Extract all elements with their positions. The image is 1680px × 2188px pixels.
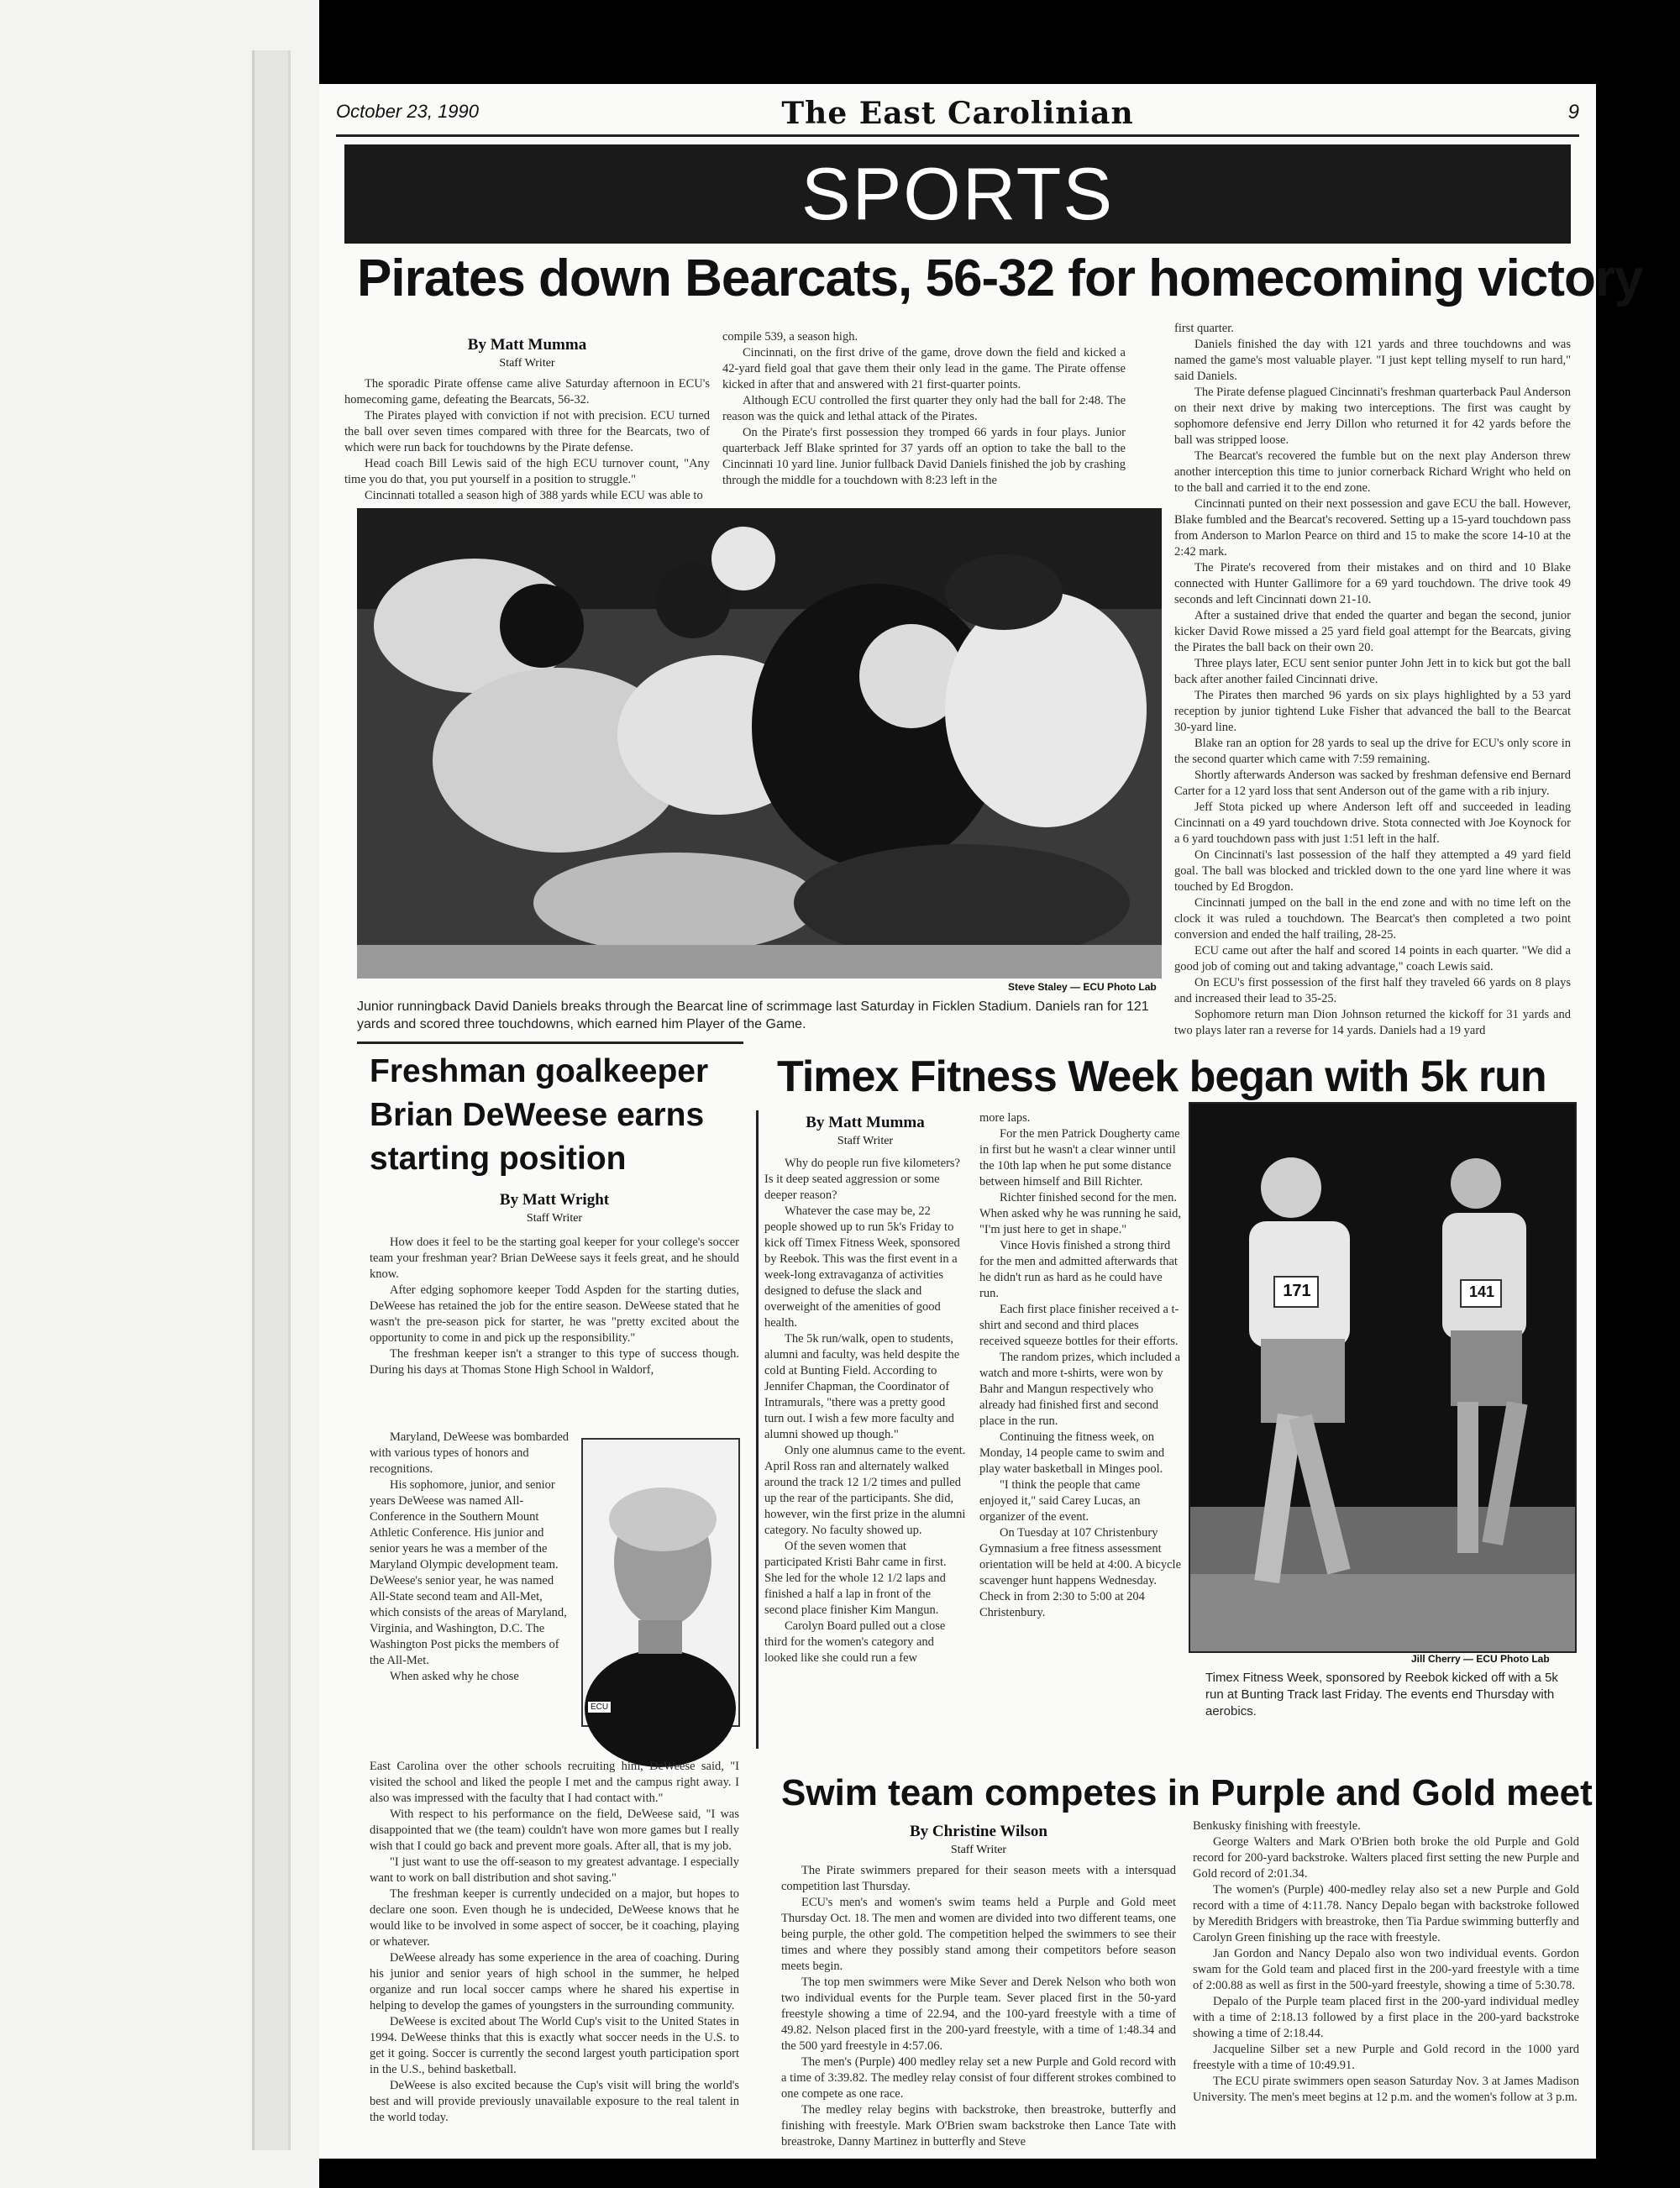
paragraph: compile 539, a season high. bbox=[722, 330, 858, 344]
page-number: 9 bbox=[1567, 101, 1579, 123]
paragraph: Sophomore return man Dion Johnson returned the kickoff for 31 yards and two plays later ran a reverse for 14 yards. Daniels had a 19 yard bbox=[1174, 1008, 1571, 1037]
paragraph: On ECU's first possession of the first half they traveled 66 yards on 8 plays and increased their lead to 35-25. bbox=[1174, 976, 1571, 1005]
lead-column-3 bbox=[1174, 321, 1571, 1171]
paragraph: The Pirates then marched 96 yards on six plays highlighted by a 53 yard reception by junior tightend Luke Fisher that advanced the ball to the Bearcat 30-yard line. bbox=[1174, 689, 1571, 734]
runner-bib-2: 141 bbox=[1468, 1283, 1495, 1300]
lead-author: By Matt Mumma bbox=[467, 336, 587, 354]
page-fold bbox=[252, 50, 291, 2150]
section-banner bbox=[344, 144, 1571, 244]
paragraph: East Carolina over the other schools recruiting him, DeWeese said, "I visited the school and liked the people I met and the campus right away. I also was impressed with the faculty that I had contact with." bbox=[370, 1760, 739, 1805]
paragraph: The medley relay begins with backstroke, then breastroke, butterfly and finishing with freestyle. Mark O'Brien swam backstroke then Lance Tate with breastroke, Danny Martinez in butterfly and Steve bbox=[781, 2103, 1176, 2149]
paragraph: Shortly afterwards Anderson was sacked by freshman defensive end Bernard Carter for a 12 yard loss that sent Anderson out of the game with a rib injury. bbox=[1174, 769, 1571, 798]
paragraph: Carolyn Board pulled out a close third for the women's category and looked like she could run a few bbox=[764, 1619, 946, 1665]
paragraph: Three plays later, ECU sent senior punter John Jett in to kick but got the ball back after another failed Cincinnati drive. bbox=[1174, 657, 1571, 686]
paragraph: Of the seven women that participated Kristi Bahr came in first. She led for the whole 12 1/2 laps and finished a half a lap in front of the second place finisher Kim Mangun. bbox=[764, 1540, 947, 1617]
paragraph: Jacqueline Silber set a new Purple and Gold record in the 1000 yard freestyle with a time of 10:49.91. bbox=[1193, 2043, 1579, 2072]
lead-byline bbox=[344, 336, 710, 373]
goalkeeper-headline bbox=[370, 1050, 739, 1181]
headline-line: Freshman goalkeeper bbox=[370, 1053, 709, 1089]
runner-bib-1: 171 bbox=[1283, 1282, 1311, 1300]
paragraph: George Walters and Mark O'Brien both broke the old Purple and Gold record for 200-yard backstroke. Walters placed first setting the new Purple and Gold record of 2:01.34. bbox=[1193, 1835, 1579, 1881]
goalkeeper-column-narrow bbox=[370, 1430, 571, 1759]
paragraph: The ECU pirate swimmers open season Saturday Nov. 3 at James Madison University. The men's meet begins at 12 p.m. and the women's follow at 3 p.m. bbox=[1193, 2075, 1579, 2104]
timex-photo-credit: Jill Cherry — ECU Photo Lab bbox=[1411, 1653, 1550, 1665]
lead-column-1 bbox=[344, 376, 710, 504]
paragraph: The women's (Purple) 400-medley relay also set a new Purple and Gold record with a time of 4:11.78. Nancy Depalo began with backstroke followed by Meredith Bridgers with breastroke, then Tia Pardue swimming butterfly and Carolyn Green finishing up the race with freestyle. bbox=[1193, 1883, 1579, 1944]
football-image bbox=[357, 508, 1162, 979]
paragraph: Whatever the case may be, 22 people showed up to run 5k's Friday to kick off Timex Fitness Week, sponsored by Reebok. This was the first event in a week-long extravaganza of activities designed to defuse the slack and overweight of the amenities of good health. bbox=[764, 1204, 960, 1330]
paragraph: Cincinnati punted on their next possession and gave ECU the ball. However, Blake fumbled and the Bearcat's recovered. Setting up a 15-yard touchdown pass from Anderson to Marlon Pearce on third and 15 to make the score 14-10 at the 2:42 mark. bbox=[1174, 497, 1571, 559]
paragraph: Only one alumnus came to the event. April Ross ran and alternately walked around the track 12 1/2 times and pulled up the rear of the participants. She did, however, win the first prize in the alumni category. No faculty showed up. bbox=[764, 1444, 966, 1537]
paragraph: Cincinnati jumped on the ball in the end zone and with no time left on the clock it was ruled a touchdown. The Bearcat's then completed a two point conversion and ended the half trailing, 28-25. bbox=[1174, 896, 1571, 942]
paragraph: Benkusky finishing with freestyle. bbox=[1193, 1819, 1361, 1833]
paragraph: DeWeese already has some experience in the area of coaching. During his junior and senior years of high school in the summer, he helped organize and run local soccer camps where he shared his expertise in helping to develop the games of youngsters in the surrounding community. bbox=[370, 1951, 739, 2012]
swim-byline bbox=[781, 1823, 1176, 1860]
deweese-photo bbox=[581, 1438, 740, 1727]
paragraph: When asked why he chose bbox=[390, 1670, 519, 1683]
paragraph: Cincinnati, on the first drive of the game, drove down the field and kicked a 42-yard field goal that gave them their only lead in the game. The Pirate offense kicked in after that and answered with 21 first-quarter points. bbox=[722, 346, 1126, 391]
paragraph: On Tuesday at 107 Christenbury Gymnasium a free fitness assessment orientation will be held at 4:00. A bicycle scavenger hunt happens Wednesday. Check in from 2:30 to 5:00 at 204 Christenbury. bbox=[979, 1526, 1182, 1619]
paragraph: Why do people run five kilometers? Is it deep seated aggression or some deeper reason? bbox=[764, 1157, 960, 1202]
paragraph: Maryland, DeWeese was bombarded with various types of honors and recognitions. bbox=[370, 1430, 570, 1476]
paragraph: Head coach Bill Lewis said of the high ECU turnover count, "Any time you do that, you put yourself in a position to struggle." bbox=[344, 457, 710, 486]
paragraph: The Bearcat's recovered the fumble but on the next play Anderson threw another interception this time to junior cornerback Richard Wright who held on to the ball and carried it to the end zone. bbox=[1174, 449, 1571, 495]
paragraph: How does it feel to be the starting goal keeper for your college's soccer team your freshman year? Brian DeWeese says it feels great, and he should know. bbox=[370, 1236, 739, 1281]
goalkeeper-author: By Matt Wright bbox=[499, 1191, 610, 1209]
paragraph: Each first place finisher received a t-shirt and second and third places received squeeze bottles for their efforts. bbox=[979, 1303, 1179, 1348]
paragraph: Cincinnati totalled a season high of 388 yards while ECU was able to bbox=[365, 489, 703, 502]
paragraph: The men's (Purple) 400 medley relay set a new Purple and Gold record with a time of 3:39.82. The medley relay consist of four different strokes combined to one compete as one race. bbox=[781, 2055, 1176, 2101]
football-photo bbox=[357, 508, 1162, 979]
paragraph: more laps. bbox=[979, 1111, 1031, 1125]
paragraph: DeWeese is excited about The World Cup's visit to the United States in 1994. DeWeese thinks that this is exactly what soccer needs in the U.S. to get it going. Soccer is currently the second largest youth participation sport in the U.S., behind basketball. bbox=[370, 2015, 739, 2076]
goalkeeper-column-top bbox=[370, 1235, 739, 1430]
issue-date: October 23, 1990 bbox=[336, 101, 480, 122]
newspaper-name: The East Carolinian bbox=[781, 96, 1134, 131]
timex-author: By Matt Mumma bbox=[806, 1114, 925, 1131]
paragraph: The freshman keeper is currently undecided on a major, but hopes to declare one soon. Even though he is undecided, DeWeese knows that he would like to be involved in some aspect of soccer, be it coaching, playing or whatever. bbox=[370, 1887, 739, 1949]
masthead bbox=[336, 96, 1579, 137]
swim-author: By Christine Wilson bbox=[909, 1823, 1047, 1840]
paragraph: Daniels finished the day with 121 yards and three touchdowns and was named the game's most valuable player. "I just kept telling myself to run hard," said Daniels. bbox=[1174, 338, 1571, 383]
newspaper-page bbox=[319, 84, 1643, 2159]
paragraph: Depalo of the Purple team placed first in the 200-yard individual medley with a time of 2:18.13 followed by a first place in the 200-yard backstroke showing a time of 2:18.44. bbox=[1193, 1995, 1579, 2040]
swim-author-role: Staff Writer bbox=[950, 1844, 1007, 1856]
paragraph: first quarter. bbox=[1174, 322, 1234, 335]
paragraph: The Pirate's recovered from their mistakes and on third and 10 Blake connected with Hunter Gallimore for a 69 yard touchdown. The drive took 49 seconds and left Cincinnati down 21-10. bbox=[1174, 561, 1571, 606]
swim-column-1 bbox=[781, 1863, 1176, 2149]
timex-byline bbox=[764, 1114, 966, 1151]
paragraph: The 5k run/walk, open to students, alumni and faculty, was held despite the cold at Bunting Field. According to Jennifer Chapman, the Coordinator of Intramurals, "there was a pretty good turn out. I wish a few more faculty and alumni showed up though." bbox=[764, 1332, 960, 1441]
timex-photo-caption: Timex Fitness Week, sponsored by Reebok kicked off with a 5k run at Bunting Track last Friday. The events end Thursday with aerobics. bbox=[1205, 1671, 1558, 1718]
timex-column-1 bbox=[764, 1156, 966, 1794]
paragraph: ECU came out after the half and scored 14 points in each quarter. "We did a good job of coming out and taking advantage," coach Lewis said. bbox=[1174, 944, 1571, 973]
headline-line: Brian DeWeese earns bbox=[370, 1097, 705, 1133]
paragraph: DeWeese is also excited because the Cup's visit will bring the world's best and will provide previously unavailable exposure to the real talent in the world today. bbox=[370, 2079, 739, 2124]
paragraph: The Pirates played with conviction if not with precision. ECU turned the ball over seven times compared with three for the Bearcats, two of which were run back for touchdowns by the Pirate defense. bbox=[344, 409, 710, 454]
column-divider bbox=[756, 1110, 759, 1749]
section-title: SPORTS bbox=[801, 152, 1115, 235]
story-rule bbox=[357, 1042, 743, 1044]
paragraph: The Pirate defense plagued Cincinnati's freshman quarterback Paul Anderson on their next drive by making two interceptions. The first was caught by sophomore defensive end Jerry Dillon who returned it for 42 yards before the ball was stripped loose. bbox=[1174, 386, 1571, 447]
timex-column-2 bbox=[979, 1110, 1181, 1789]
paragraph: Blake ran an option for 28 yards to seal up the drive for ECU's only score in the second quarter which came with 7:59 remaining. bbox=[1174, 737, 1571, 766]
paragraph: For the men Patrick Dougherty came in first but he wasn't a clear winner until the 10th lap when he put some distance between himself and Bill Richter. bbox=[979, 1127, 1180, 1188]
paragraph: His sophomore, junior, and senior years DeWeese was named All-Conference in the Southern Mount Athletic Conference. His junior and senior years he was a member of the Maryland Olympic development team. DeWeese's senior year, he was named All-State second team and All-Met, which consists of the areas of Maryland, Virginia, and Washington, D.C. The Washington Post picks the members of the All-Met. bbox=[370, 1478, 567, 1667]
paragraph: The freshman keeper isn't a stranger to this type of success though. During his days at Thomas Stone High School in Waldorf, bbox=[370, 1347, 739, 1377]
swim-headline: Swim team competes in Purple and Gold meet bbox=[781, 1772, 1593, 1813]
runners-photo bbox=[1189, 1102, 1577, 1653]
headline-line: starting position bbox=[370, 1141, 627, 1177]
paragraph: "I just want to use the off-season to my greatest advantage. I especially want to work on ball distribution and shot saving." bbox=[370, 1855, 739, 1885]
lead-column-2 bbox=[722, 329, 1126, 504]
paragraph: On Cincinnati's last possession of the half they attempted a 49 yard field goal. The ball was blocked and trickled down to the one yard line where it was touched by Ed Brogdon. bbox=[1174, 848, 1571, 894]
paragraph: Jeff Stota picked up where Anderson left off and succeeded in leading Cincinnati on a 49 yard touchdown drive. Stota connected with Joe Koynock for a 6 yard touchdown pass with just 1:51 left in the half. bbox=[1174, 800, 1571, 846]
paragraph: Jan Gordon and Nancy Depalo also won two individual events. Gordon swam for the Gold team and placed first in the 200-yard freestyle with a time of 2:00.88 as well as first in the 500-yard freestyle, showing a time of 5:30.78. bbox=[1193, 1947, 1579, 1992]
paragraph: The Pirate swimmers prepared for their season meets with a intersquad competition last Thursday. bbox=[781, 1864, 1176, 1893]
lead-photo-caption: Junior runningback David Daniels breaks through the Bearcat line of scrimmage last Saturday in Ficklen Stadium. Daniels ran for 121 yards and scored three touchdowns, which earned him Player of the Game. bbox=[357, 1000, 1149, 1031]
paragraph: The sporadic Pirate offense came alive Saturday afternoon in ECU's homecoming game, defeating the Bearcats, 56-32. bbox=[344, 377, 710, 407]
paragraph: With respect to his performance on the field, DeWeese said, "I was disappointed that we (the team) couldn't have won more games but I really wish that I could go back and prevent more goals. After all, that is my job. bbox=[370, 1808, 739, 1853]
goalkeeper-byline bbox=[370, 1191, 739, 1228]
lead-author-role: Staff Writer bbox=[499, 357, 555, 370]
paragraph: Continuing the fitness week, on Monday, 14 people came to swim and play water basketball in Minges pool. bbox=[979, 1430, 1165, 1476]
paragraph: The random prizes, which included a watch and more t-shirts, were won by Bahr and Mangun respectively who already had finished first and second place in the run. bbox=[979, 1351, 1181, 1428]
lead-headline: Pirates down Bearcats, 56-32 for homecoming victory bbox=[357, 249, 1643, 307]
paragraph: On the Pirate's first possession they tromped 66 yards in four plays. Junior quarterback Jeff Blake sprinted for 37 yards off an option to take the ball to the Cincinnati 10 yard line. Junior fullback David Daniels finished the job by crashing through the middle for a touchdown with 8:23 left in the bbox=[722, 426, 1126, 487]
goalkeeper-author-role: Staff Writer bbox=[526, 1212, 583, 1225]
photo-tag: ECU bbox=[588, 1702, 611, 1713]
paragraph: ECU's men's and women's swim teams held a Purple and Gold meet Thursday Oct. 18. The men and women are divided into two different teams, one being purple, the other gold. The competition helped the swimmers to see their times and where they possibly stand among their competitors before season meets begin. bbox=[781, 1896, 1176, 1973]
paragraph: Richter finished second for the men. When asked why he was running he said, "I'm just here to get in shape." bbox=[979, 1191, 1181, 1236]
swim-column-2 bbox=[1193, 1818, 1579, 2138]
timex-headline: Timex Fitness Week began with 5k run bbox=[777, 1052, 1546, 1101]
paragraph: After a sustained drive that ended the quarter and began the second, junior kicker David Rowe missed a 25 yard field goal attempt for the Bearcats, giving the Pirates the ball back on their own 20. bbox=[1174, 609, 1571, 654]
timex-author-role: Staff Writer bbox=[837, 1135, 894, 1147]
runners-image bbox=[1190, 1104, 1575, 1651]
paragraph: The top men swimmers were Mike Sever and Derek Nelson who both won two individual events for the Purple team. Sever placed first in the 50-yard freestyle showing a time of 22.94, and the 100-yard freestyle with a time of 49.82. Nelson placed first in the 200-yard freestyle, with a time of 1:48.34 and the 500 yard freestyle in 4:57.06. bbox=[781, 1975, 1176, 2053]
deweese-image bbox=[583, 1440, 738, 1725]
paragraph: "I think the people that came enjoyed it," said Carey Lucas, an organizer of the event. bbox=[979, 1478, 1141, 1524]
paragraph: After edging sophomore keeper Todd Aspden for the starting duties, DeWeese has retained the job for the entire season. DeWeese stated that he wasn't the pre-season pick for starter, he was "pretty excited about the opportunity to come in and pick up the responsibility." bbox=[370, 1283, 739, 1345]
paragraph: Although ECU controlled the first quarter they only had the ball for 2:48. The reason was the quick and lethal attack of the Pirates. bbox=[722, 394, 1126, 423]
deweese-photo-label: Brian DeWeese bbox=[608, 1732, 713, 1748]
paragraph: Vince Hovis finished a strong third for the men and admitted afterwards that he didn't run as hard as he could have run. bbox=[979, 1239, 1178, 1300]
lead-photo-credit: Steve Staley — ECU Photo Lab bbox=[1008, 981, 1157, 993]
goalkeeper-column-bottom bbox=[370, 1759, 739, 2124]
